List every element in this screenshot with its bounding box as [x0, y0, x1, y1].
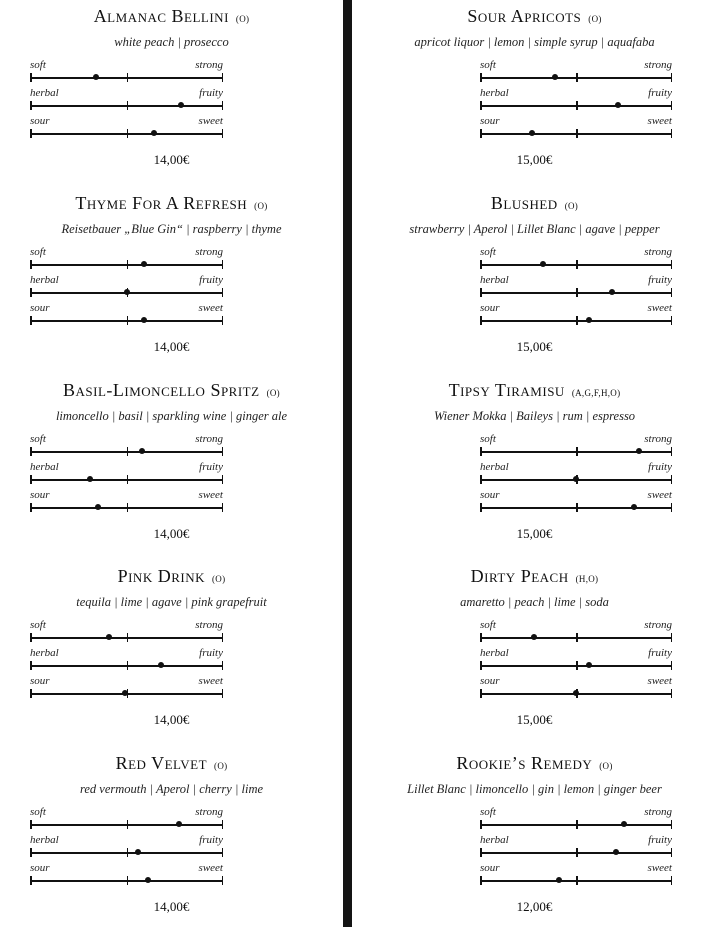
scale-right-label: strong — [644, 433, 672, 445]
drink-card — [0, 562, 343, 749]
drink-name: Basil-Limoncello Spritz — [63, 380, 260, 400]
scale-tick — [222, 633, 224, 642]
scale-tick — [222, 475, 224, 484]
scale-left-label: soft — [480, 246, 496, 258]
scale-right-label: sweet — [647, 862, 672, 874]
drink-name: Pink Drink — [117, 566, 205, 586]
scale-tick — [480, 129, 482, 138]
scale-tick — [480, 503, 482, 512]
scale-left-label: herbal — [30, 87, 59, 99]
scale-marker — [573, 476, 579, 482]
scale-marker — [552, 74, 558, 80]
drink-price: 15,00€ — [516, 712, 553, 727]
scale-tick — [576, 661, 578, 670]
scale-right-label: sweet — [198, 115, 223, 127]
scale-tick — [480, 316, 482, 325]
drink-title — [352, 380, 717, 401]
drink-title — [352, 753, 717, 774]
taste-scale — [480, 434, 672, 458]
scale-left-label: sour — [480, 675, 500, 687]
scale-left-label: sour — [30, 862, 50, 874]
scale-right-label: sweet — [647, 489, 672, 501]
scale-tick — [127, 820, 129, 829]
scale-left-label: herbal — [30, 834, 59, 846]
drink-name: Blushed — [490, 193, 558, 213]
scale-left-label: soft — [480, 619, 496, 631]
scale-tick — [480, 475, 482, 484]
scale-marker — [529, 130, 535, 136]
taste-scale — [30, 88, 223, 112]
scale-marker — [586, 662, 592, 668]
scale-right-label: sweet — [647, 302, 672, 314]
scale-tick — [480, 633, 482, 642]
scale-left-label: herbal — [30, 461, 59, 473]
scale-right-label: sweet — [198, 302, 223, 314]
scale-right-label: sweet — [198, 675, 223, 687]
scale-tick — [671, 503, 673, 512]
scale-right-label: sweet — [198, 489, 223, 501]
taste-scale — [480, 807, 672, 831]
scale-marker — [609, 289, 615, 295]
drink-ingredients: apricot liquor | lemon | simple syrup | aquafaba — [414, 35, 655, 49]
scale-left-label: soft — [30, 246, 46, 258]
scale-tick — [671, 129, 673, 138]
scale-tick — [30, 848, 32, 857]
scale-tick — [671, 288, 673, 297]
drink-card — [0, 376, 343, 563]
drink-title — [0, 380, 343, 401]
scale-left-label: soft — [30, 433, 46, 445]
taste-scale — [480, 676, 672, 700]
drink-price: 12,00€ — [516, 899, 553, 914]
scale-left-label: sour — [480, 302, 500, 314]
scale-tick — [671, 689, 673, 698]
scale-left-label: herbal — [480, 87, 509, 99]
drink-card — [352, 189, 717, 376]
scale-marker — [135, 849, 141, 855]
allergen-codes: (O) — [214, 761, 228, 771]
scale-right-label: fruity — [648, 647, 672, 659]
scale-left-label: herbal — [480, 834, 509, 846]
taste-scale — [30, 835, 223, 859]
scale-marker — [93, 74, 99, 80]
allergen-codes: (H,O) — [575, 574, 599, 584]
scale-tick — [30, 475, 32, 484]
scale-right-label: strong — [195, 59, 223, 71]
drink-price: 15,00€ — [516, 339, 553, 354]
scale-tick — [30, 447, 32, 456]
drink-ingredients: red vermouth | Aperol | cherry | lime — [79, 782, 264, 796]
scale-marker — [141, 317, 147, 323]
scale-tick — [671, 447, 673, 456]
taste-scale — [30, 247, 223, 271]
scale-left-label: herbal — [30, 274, 59, 286]
scale-right-label: strong — [644, 246, 672, 258]
scale-marker — [615, 102, 621, 108]
scale-right-label: strong — [644, 806, 672, 818]
scale-tick — [480, 288, 482, 297]
scale-tick — [222, 447, 224, 456]
allergen-codes: (O) — [212, 574, 226, 584]
scale-tick — [671, 876, 673, 885]
scale-tick — [480, 661, 482, 670]
drink-ingredients: strawberry | Aperol | Lillet Blanc | agave | pepper — [409, 222, 660, 236]
scale-left-label: sour — [480, 489, 500, 501]
scale-marker — [87, 476, 93, 482]
scale-left-label: soft — [480, 433, 496, 445]
allergen-codes: (O) — [235, 14, 250, 24]
scale-right-label: fruity — [648, 274, 672, 286]
scale-marker — [158, 662, 164, 668]
scale-marker — [95, 504, 101, 510]
scale-right-label: fruity — [199, 647, 223, 659]
taste-scale — [480, 648, 672, 672]
scale-tick — [222, 101, 224, 110]
drink-ingredients: Wiener Mokka | Baileys | rum | espresso — [433, 409, 636, 423]
scale-marker — [122, 690, 128, 696]
allergen-codes: (O) — [266, 388, 280, 398]
scale-left-label: sour — [480, 115, 500, 127]
scale-right-label: fruity — [199, 461, 223, 473]
scale-left-label: sour — [30, 489, 50, 501]
scale-tick — [127, 475, 129, 484]
scale-tick — [671, 475, 673, 484]
scale-tick — [576, 316, 578, 325]
scale-tick — [480, 101, 482, 110]
scale-tick — [576, 848, 578, 857]
scale-marker — [573, 690, 579, 696]
drink-title — [0, 6, 343, 27]
drink-name: Dirty Peach — [470, 566, 569, 586]
scale-right-label: strong — [195, 246, 223, 258]
scale-marker — [178, 102, 184, 108]
scale-marker — [176, 821, 182, 827]
scale-marker — [613, 849, 619, 855]
scale-tick — [576, 129, 578, 138]
scale-tick — [127, 101, 129, 110]
scale-right-label: sweet — [647, 675, 672, 687]
drink-name: Almanac Bellini — [93, 6, 229, 26]
scale-right-label: sweet — [198, 862, 223, 874]
scale-right-label: strong — [644, 59, 672, 71]
drink-ingredients: tequila | lime | agave | pink grapefruit — [76, 595, 267, 609]
taste-scale — [480, 247, 672, 271]
scale-tick — [127, 129, 129, 138]
drink-name: Rookie’s Remedy — [456, 753, 593, 773]
scale-left-label: sour — [480, 862, 500, 874]
scale-tick — [30, 260, 32, 269]
drink-name: Tipsy Tiramisu — [448, 380, 565, 400]
scale-marker — [621, 821, 627, 827]
scale-tick — [576, 876, 578, 885]
scale-tick — [222, 503, 224, 512]
scale-right-label: fruity — [199, 274, 223, 286]
scale-tick — [222, 288, 224, 297]
scale-tick — [480, 73, 482, 82]
scale-tick — [127, 73, 129, 82]
drink-name: Red Velvet — [115, 753, 208, 773]
scale-right-label: fruity — [648, 87, 672, 99]
drink-title — [0, 566, 343, 587]
taste-scale — [480, 116, 672, 140]
drink-title — [0, 193, 343, 214]
scale-marker — [106, 634, 112, 640]
scale-tick — [222, 820, 224, 829]
scale-tick — [127, 447, 129, 456]
allergen-codes: (O) — [599, 761, 613, 771]
scale-tick — [30, 876, 32, 885]
scale-tick — [480, 876, 482, 885]
scale-tick — [127, 661, 129, 670]
drink-title — [352, 193, 717, 214]
scale-tick — [222, 129, 224, 138]
scale-left-label: soft — [30, 806, 46, 818]
scale-tick — [671, 316, 673, 325]
scale-tick — [671, 260, 673, 269]
taste-scale — [480, 490, 672, 514]
scale-left-label: sour — [30, 302, 50, 314]
scale-tick — [30, 820, 32, 829]
scale-marker — [151, 130, 157, 136]
scale-tick — [671, 633, 673, 642]
scale-left-label: sour — [30, 115, 50, 127]
scale-marker — [586, 317, 592, 323]
scale-tick — [576, 260, 578, 269]
scale-tick — [576, 503, 578, 512]
scale-tick — [576, 633, 578, 642]
drink-card — [0, 749, 343, 936]
drink-price: 14,00€ — [153, 339, 190, 354]
drink-card — [0, 189, 343, 376]
scale-tick — [222, 848, 224, 857]
scale-tick — [671, 848, 673, 857]
scale-tick — [30, 503, 32, 512]
scale-right-label: strong — [195, 619, 223, 631]
scale-right-label: fruity — [648, 834, 672, 846]
scale-marker — [139, 448, 145, 454]
drink-name: Sour Apricots — [467, 6, 582, 26]
scale-tick — [671, 101, 673, 110]
scale-tick — [671, 820, 673, 829]
scale-left-label: herbal — [480, 647, 509, 659]
taste-scale — [30, 863, 223, 887]
taste-scale — [480, 835, 672, 859]
scale-right-label: strong — [644, 619, 672, 631]
drink-ingredients: white peach | prosecco — [114, 35, 229, 49]
scale-tick — [671, 73, 673, 82]
allergen-codes: (O) — [564, 201, 579, 211]
taste-scale — [480, 620, 672, 644]
taste-scale — [30, 60, 223, 84]
scale-marker — [556, 877, 562, 883]
taste-scale — [30, 620, 223, 644]
drink-price: 15,00€ — [516, 152, 553, 167]
drink-name: Thyme For A Refresh — [75, 193, 248, 213]
scale-right-label: fruity — [199, 87, 223, 99]
scale-left-label: sour — [30, 675, 50, 687]
taste-scale — [30, 462, 223, 486]
taste-scale — [480, 60, 672, 84]
drink-card — [352, 2, 717, 189]
scale-tick — [30, 73, 32, 82]
scale-tick — [480, 689, 482, 698]
drink-card — [352, 376, 717, 563]
scale-right-label: strong — [195, 806, 223, 818]
drink-ingredients: Reisetbauer „Blue Gin“ | raspberry | thyme — [61, 222, 282, 236]
drink-price: 15,00€ — [516, 526, 553, 541]
taste-scale — [480, 303, 672, 327]
scale-tick — [30, 129, 32, 138]
taste-scale — [30, 648, 223, 672]
scale-marker — [636, 448, 642, 454]
taste-scale — [30, 490, 223, 514]
scale-marker — [540, 261, 546, 267]
scale-tick — [480, 848, 482, 857]
taste-scale — [480, 88, 672, 112]
taste-scale — [480, 275, 672, 299]
allergen-codes: (O) — [254, 201, 268, 211]
taste-scale — [30, 303, 223, 327]
scale-tick — [222, 661, 224, 670]
scale-tick — [480, 820, 482, 829]
scale-left-label: herbal — [30, 647, 59, 659]
scale-marker — [631, 504, 637, 510]
scale-left-label: soft — [480, 806, 496, 818]
drink-ingredients: amaretto | peach | lime | soda — [460, 595, 609, 609]
scale-tick — [127, 316, 129, 325]
scale-left-label: herbal — [480, 274, 509, 286]
allergen-codes: (A,G,F,H,O) — [571, 388, 621, 398]
scale-tick — [30, 661, 32, 670]
scale-tick — [576, 447, 578, 456]
scale-tick — [222, 260, 224, 269]
scale-marker — [141, 261, 147, 267]
drink-card — [0, 2, 343, 189]
taste-scale — [30, 116, 223, 140]
column-divider — [343, 0, 352, 927]
scale-tick — [576, 73, 578, 82]
scale-tick — [576, 820, 578, 829]
scale-tick — [222, 73, 224, 82]
taste-scale — [30, 434, 223, 458]
taste-scale — [30, 676, 223, 700]
scale-left-label: herbal — [480, 461, 509, 473]
scale-right-label: fruity — [648, 461, 672, 473]
drink-card — [352, 749, 717, 936]
scale-tick — [222, 316, 224, 325]
scale-right-label: strong — [195, 433, 223, 445]
scale-tick — [127, 848, 129, 857]
taste-scale — [30, 807, 223, 831]
drink-title — [0, 753, 343, 774]
drink-price: 14,00€ — [153, 712, 190, 727]
scale-tick — [127, 633, 129, 642]
drink-title — [352, 6, 717, 27]
drink-title — [352, 566, 717, 587]
scale-tick — [30, 689, 32, 698]
scale-tick — [222, 876, 224, 885]
scale-marker — [531, 634, 537, 640]
scale-tick — [127, 876, 129, 885]
drink-ingredients: Lillet Blanc | limoncello | gin | lemon | ginger beer — [407, 782, 662, 796]
taste-scale — [30, 275, 223, 299]
drink-ingredients: limoncello | basil | sparkling wine | ginger ale — [55, 409, 288, 423]
drink-price: 14,00€ — [153, 152, 190, 167]
scale-marker — [124, 289, 130, 295]
scale-tick — [30, 288, 32, 297]
scale-left-label: soft — [30, 59, 46, 71]
drink-card — [352, 562, 717, 749]
scale-marker — [145, 877, 151, 883]
scale-tick — [30, 633, 32, 642]
taste-scale — [480, 462, 672, 486]
scale-tick — [222, 689, 224, 698]
scale-tick — [127, 260, 129, 269]
scale-tick — [480, 447, 482, 456]
scale-tick — [671, 661, 673, 670]
drink-price: 14,00€ — [153, 526, 190, 541]
scale-right-label: fruity — [199, 834, 223, 846]
scale-tick — [30, 316, 32, 325]
scale-tick — [127, 503, 129, 512]
allergen-codes: (O) — [588, 14, 602, 24]
scale-tick — [576, 288, 578, 297]
scale-tick — [480, 260, 482, 269]
drink-price: 14,00€ — [153, 899, 190, 914]
scale-tick — [576, 101, 578, 110]
scale-right-label: sweet — [647, 115, 672, 127]
scale-left-label: soft — [480, 59, 496, 71]
scale-tick — [30, 101, 32, 110]
scale-left-label: soft — [30, 619, 46, 631]
taste-scale — [480, 863, 672, 887]
